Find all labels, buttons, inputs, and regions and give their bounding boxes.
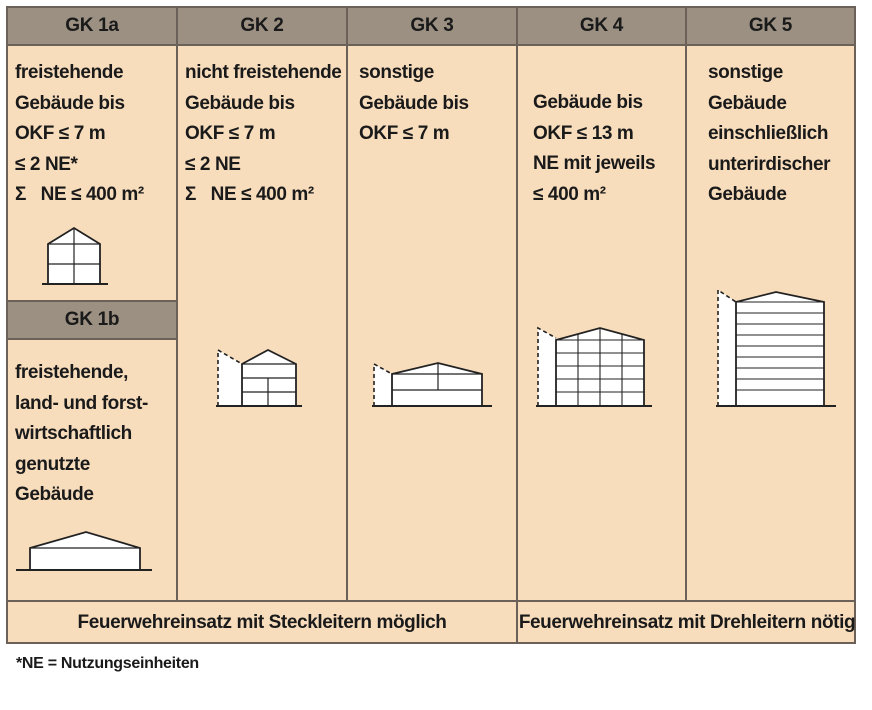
text-line: Gebäude bis [15,92,125,114]
header-gk4: GK 4 [516,6,687,46]
low-building-icon [370,360,496,408]
text-line: Gebäude [15,484,94,505]
gk1b-description [15,358,148,511]
high-rise-building-icon [714,286,838,408]
footnote: *NE = Nutzungseinheiten [16,655,199,672]
text-line: genutzte [15,453,90,475]
column-divider [685,6,687,602]
mid-rise-building-icon [534,324,656,408]
text-line: ≤ 2 NE [185,153,241,175]
footer-divider [6,600,856,602]
barn-icon [16,530,156,574]
text-line: land- und forst- [15,392,148,414]
text-line: Gebäude bis [359,92,469,114]
header-gk3: GK 3 [346,6,518,46]
text-line: Σ NE ≤ 400 m² [185,184,314,205]
text-line: wirtschaftlich [15,423,132,444]
gk4-description [533,88,655,210]
text-line: NE mit jeweils [533,153,656,174]
text-line: OKF ≤ 7 m [15,123,106,144]
column-divider [346,6,348,602]
text-line: nicht freistehende [185,62,342,83]
column-divider [516,6,518,644]
text-line: Gebäude bis [533,92,643,113]
footer-ladder-note-right: Feuerwehreinsatz mit Drehleitern nötig [518,612,856,633]
footer-ladder-note-left: Feuerwehreinsatz mit Steckleitern möglich [77,612,447,633]
text-line: freistehende [15,62,124,83]
attached-house-icon [212,346,308,408]
header-gk5: GK 5 [685,6,856,46]
text-line: Gebäude [708,92,787,114]
text-line: einschließlich [708,123,829,144]
text-line: sonstige [359,62,434,83]
text-line: OKF ≤ 7 m [185,123,276,144]
gk5-description [708,58,830,211]
text-line: Gebäude [708,184,787,205]
text-line: ≤ 2 NE* [15,153,78,175]
text-line: freistehende, [15,362,129,383]
text-line: unterirdischer [708,153,831,175]
text-line: OKF ≤ 13 m [533,122,634,144]
header-gk2: GK 2 [176,6,348,46]
text-line: Gebäude bis [185,92,295,114]
house-icon [40,224,110,286]
text-line: OKF ≤ 7 m [359,123,450,144]
header-gk1b: GK 1b [6,300,178,340]
text-line: ≤ 400 m² [533,183,606,205]
text-line: sonstige [708,62,783,83]
header-gk1a: GK 1a [6,6,178,46]
gk3-description [359,58,469,150]
text-line: Σ NE ≤ 400 m² [15,184,144,205]
gk2-description [185,58,341,211]
gk1a-description [15,58,144,211]
